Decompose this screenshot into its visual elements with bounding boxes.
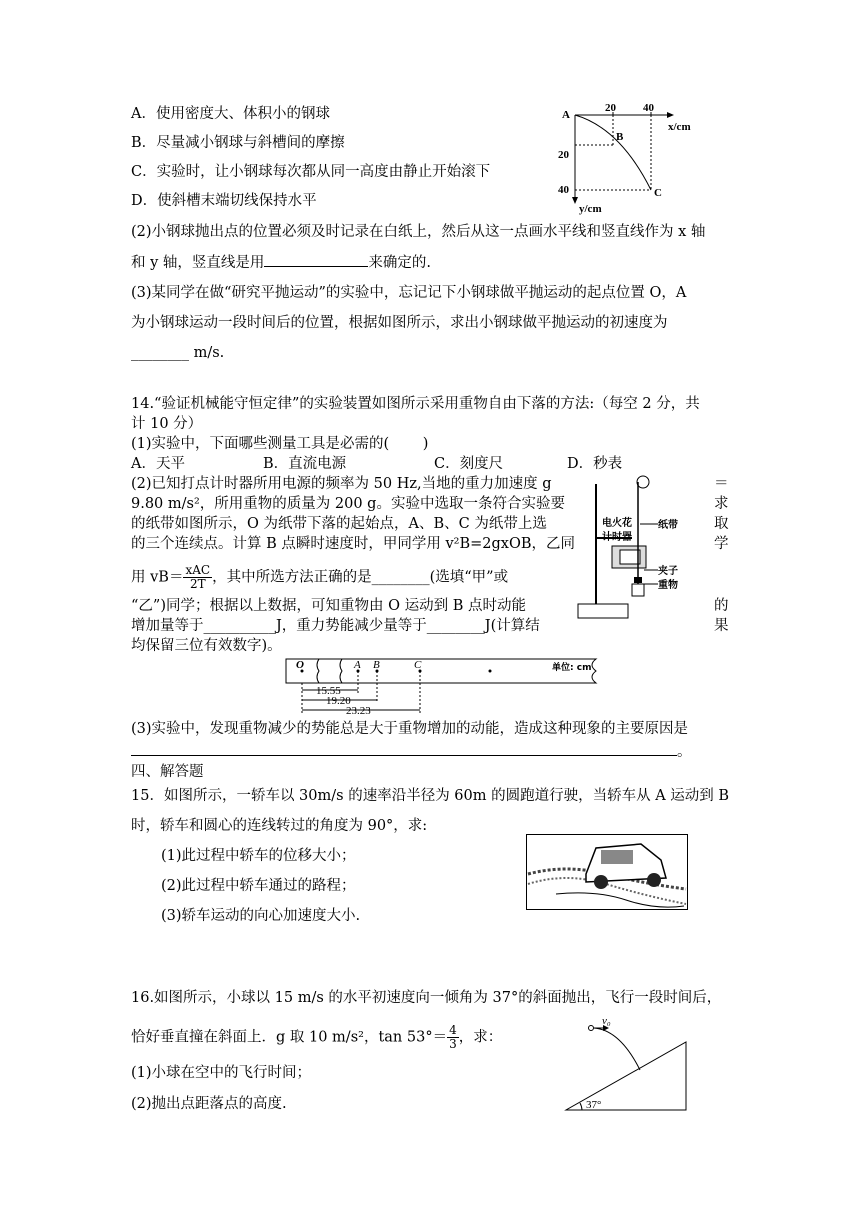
q14-title-line2: 计 10 分） xyxy=(131,416,203,432)
q14-right-char-4: 学 xyxy=(714,536,729,552)
q14-part3-answer: 。 xyxy=(131,741,692,762)
q14-part1: (1)实验中，下面哪些测量工具是必需的( ) xyxy=(131,436,429,452)
q14-right-char-6: 的 xyxy=(714,598,729,614)
q16-sub1: (1)小球在空中的飞行时间； xyxy=(131,1065,312,1081)
q13-part3-line1: (3)某同学在做“研究平抛运动”的实验中，忘记记下小钢球做平抛运动的起点位置 O，A xyxy=(131,285,687,301)
timer-label-2: 计时器 xyxy=(602,532,632,543)
q15-sub3: (3)轿车运动的向心加速度大小. xyxy=(161,908,361,924)
x-axis-label: x/cm xyxy=(668,121,691,133)
tape-unit: 单位: cm xyxy=(552,663,592,673)
q14-right-char-7: 果 xyxy=(714,618,729,634)
clip-label: 夹子 xyxy=(658,566,678,577)
tape-point-b: B xyxy=(373,659,380,671)
v0-label: v₀ xyxy=(602,1015,611,1027)
q14-part2-line8: 均保留三位有效数字)。 xyxy=(131,638,282,654)
answer-blank-2 xyxy=(131,741,677,756)
q14-option-b: B．直流电源 xyxy=(263,456,347,472)
q15-sub2: (2)此过程中轿车通过的路程； xyxy=(161,878,356,894)
x-tick-40: 40 xyxy=(643,102,654,114)
tape-point-c: C xyxy=(414,659,422,671)
answer-blank-1 xyxy=(264,252,368,267)
angle-label: 37° xyxy=(586,1099,602,1111)
q13-part3-line3: ________ m/s. xyxy=(131,345,225,361)
distance-ob: 19.20 xyxy=(326,695,351,707)
point-b-label: B xyxy=(616,131,624,143)
y-axis-label: y/cm xyxy=(579,203,602,215)
q15-line2: 时，轿车和圆心的连线转过的角度为 90°，求: xyxy=(131,818,428,834)
q13-option-b: B．尽量减小钢球与斜槽间的摩擦 xyxy=(131,135,345,151)
car-image xyxy=(526,834,688,910)
q16-line2: 恰好垂直撞在斜面上．g 取 10 m/s²，tan 53°＝ $\frac{4}{3}$ ，求： xyxy=(131,1023,503,1051)
q15-line1: 15．如图所示，一轿车以 30m/s 的速率沿半径为 60m 的圆跑道行驶，当轿车从 A 运动到 B xyxy=(131,788,730,804)
fraction-xac-2t: $\frac{\text{xAC}}{2T}$ xyxy=(185,563,211,591)
q13-part2-line1: (2)小钢球抛出点的位置必须及时记录在白纸上，然后从这一点画水平线和竖直线作为 x 轴 xyxy=(131,224,706,240)
q13-option-d: D．使斜槽末端切线保持水平 xyxy=(131,193,317,209)
incline-figure xyxy=(562,1014,692,1114)
q14-title-line1: 14.“验证机械能守恒定律”的实验装置如图所示采用重物自由下落的方法:（每空 2 分，共 xyxy=(131,396,700,412)
q14-option-d: D．秒表 xyxy=(567,456,623,472)
y-tick-40: 40 xyxy=(558,184,569,196)
timer-label-1: 电火花 xyxy=(602,518,632,529)
tape-point-a: A xyxy=(354,659,361,671)
paper-tape-figure xyxy=(284,655,606,717)
q14-part2-line1: (2)已知打点计时器所用电源的频率为 50 Hz,当地的重力加速度 g xyxy=(131,476,552,492)
point-a-label: A xyxy=(562,109,570,121)
fraction-4-3: $\frac{4}{3}$ xyxy=(449,1023,457,1051)
point-c-label: C xyxy=(654,187,662,199)
q14-part2-line7: 增加量等于__________J，重力势能减少量等于________J(计算结 xyxy=(131,618,540,634)
q15-sub1: (1)此过程中轿车的位移大小； xyxy=(161,848,356,864)
section-4-title: 四、解答题 xyxy=(131,764,204,780)
q13-part2-line2: 和 y 轴，竖直线是用 来确定的. xyxy=(131,252,431,273)
paper-tape-label: 纸带 xyxy=(658,520,678,531)
x-tick-20: 20 xyxy=(605,102,616,114)
q16-line1: 16.如图所示，小球以 15 m/s 的水平初速度向一倾角为 37°的斜面抛出，飞行一段时间后， xyxy=(131,990,722,1006)
weight-label: 重物 xyxy=(658,580,678,591)
q13-part3-line2: 为小钢球运动一段时间后的位置，根据如图所示，求出小钢球做平抛运动的初速度为 xyxy=(131,315,668,331)
q14-part2-line5: 用 vB＝ $\frac{\text{xAC}}{2T}$ ，其中所选方法正确的是________(选填“甲”或 xyxy=(131,563,509,591)
y-tick-20: 20 xyxy=(558,149,569,161)
q13-option-a: A．使用密度大、体积小的钢球 xyxy=(131,106,330,122)
q16-sub2: (2)抛出点距落点的高度. xyxy=(131,1096,287,1112)
tape-point-o: O xyxy=(296,659,304,671)
apparatus-figure xyxy=(572,474,708,634)
q14-right-char-1: ＝ xyxy=(714,476,729,492)
q14-part2-line2: 9.80 m/s²，所用重物的质量为 200 g。实验中选取一条符合实验要 xyxy=(131,496,565,512)
q14-right-char-3: 取 xyxy=(714,516,729,532)
q14-option-a: A．天平 xyxy=(131,456,185,472)
trajectory-figure xyxy=(550,100,710,218)
q14-part3: (3)实验中，发现重物减少的势能总是大于重物增加的动能，造成这种现象的主要原因是 xyxy=(131,721,689,737)
q14-part2-line3: 的纸带如图所示，O 为纸带下落的起始点，A、B、C 为纸带上选 xyxy=(131,516,547,532)
q14-option-c: C．刻度尺 xyxy=(434,456,504,472)
q13-option-c: C．实验时，让小钢球每次都从同一高度由静止开始滚下 xyxy=(131,164,491,180)
distance-oc: 23.23 xyxy=(346,705,371,717)
q14-right-char-2: 求 xyxy=(714,496,729,512)
distance-oa: 15.55 xyxy=(316,685,341,697)
q14-part2-line4: 的三个连续点。计算 B 点瞬时速度时，甲同学用 v²B=2gxOB，乙同 xyxy=(131,536,576,552)
q14-part2-line6: “乙”)同学；根据以上数据，可知重物由 O 运动到 B 点时动能 xyxy=(131,598,526,614)
